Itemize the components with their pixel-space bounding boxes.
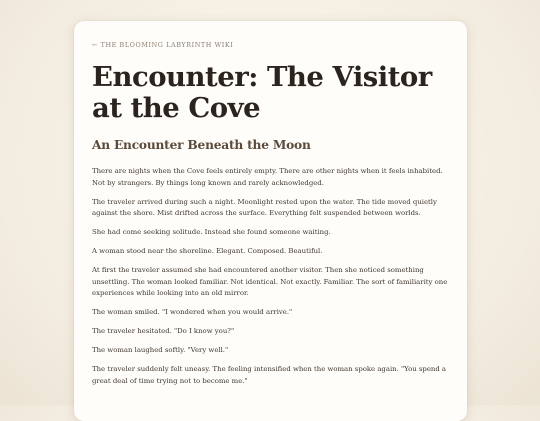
paragraph: She had come seeking solitude. Instead she found someone waiting. <box>92 228 331 236</box>
article-body <box>92 166 454 395</box>
paragraph: A woman stood near the shoreline. Elegant. Composed. Beautiful. <box>92 247 323 255</box>
paragraph: The woman laughed softly. "Very well." <box>92 346 229 354</box>
paragraph: There are nights when the Cove feels entirely empty. There are other nights when it feels inhabited. Not by strangers. By things long known and rarely acknowledged. <box>92 167 443 187</box>
page-title: Encounter: The Visitor at the Cove <box>92 61 432 124</box>
paragraph: The traveler hesitated. "Do I know you?" <box>92 327 235 335</box>
paragraph: The woman smiled. "I wondered when you would arrive." <box>92 308 293 316</box>
paragraph: At first the traveler assumed she had encountered another visitor. Then she noticed something unsettling. The woman looked familiar. Not identical. Not exactly. Familiar. The sort of familiarity one experiences while looking into an old mirror. <box>92 266 448 297</box>
section-heading: An Encounter Beneath the Moon <box>92 138 311 152</box>
back-to-wiki-link[interactable]: ← THE BLOOMING LABYRINTH WIKI <box>92 41 234 49</box>
paragraph: The traveler suddenly felt uneasy. The feeling intensified when the woman spoke again. "You spend a great deal of time trying not to become me." <box>92 365 447 385</box>
article-card <box>74 21 467 421</box>
paragraph: The traveler arrived during such a night. Moonlight rested upon the water. The tide moved quietly against the shore. Mist drifted across the surface. Everything felt suspended between worlds. <box>92 197 437 217</box>
